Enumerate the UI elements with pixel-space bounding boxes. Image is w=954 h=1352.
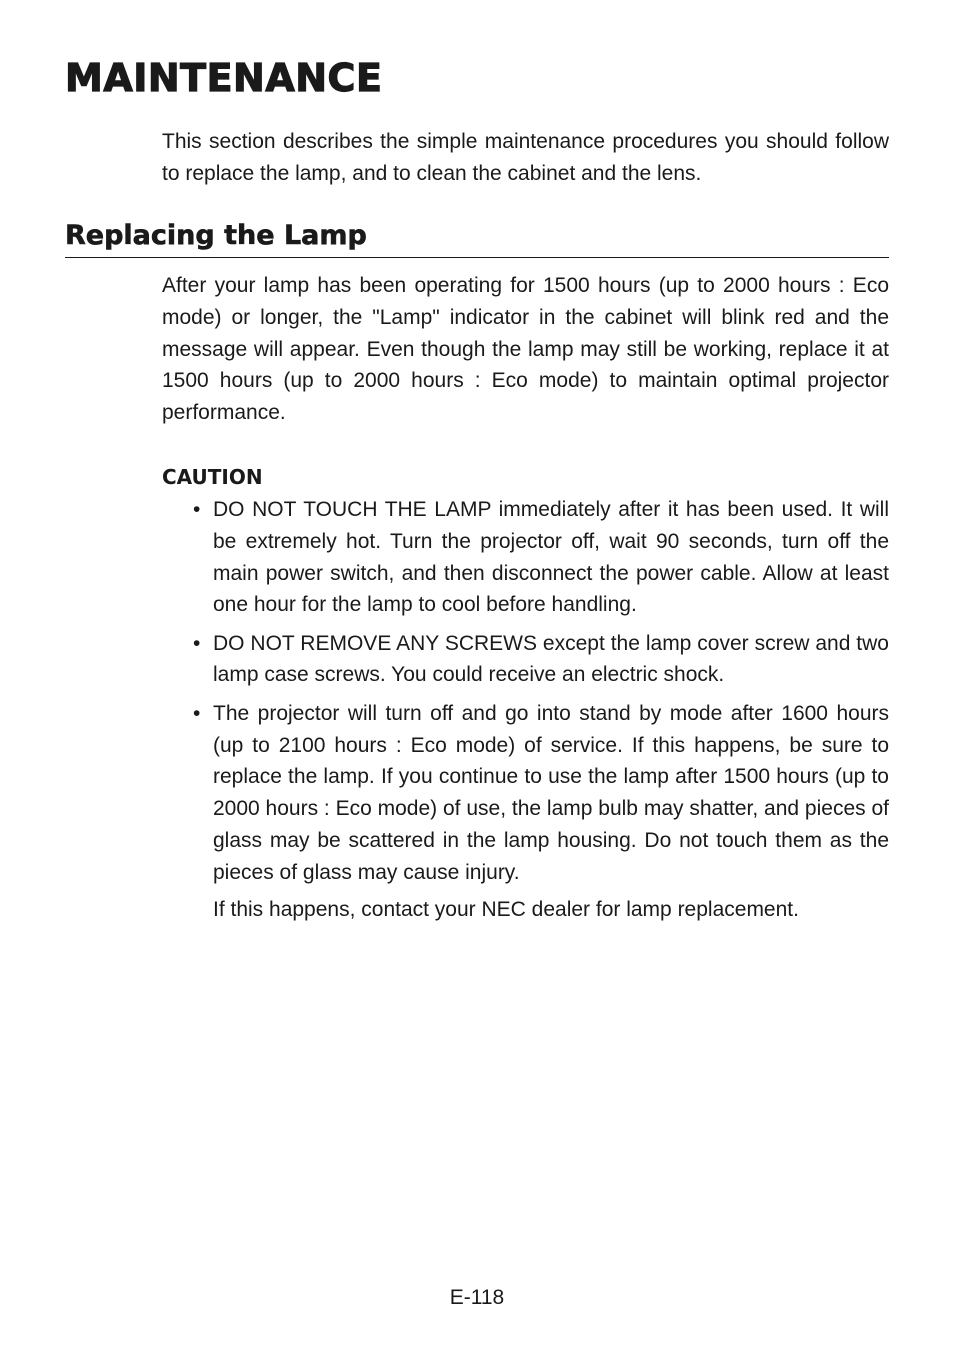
caution-item-text: DO NOT TOUCH THE LAMP immediately after it has been used. It will be extremely hot. Turn the projector off, wait 90 seconds, turn off the main power switch, and then disconnect the power cable. Allow at least one hour for the lamp to cool before handling. <box>213 498 889 617</box>
bullet-icon: • <box>193 631 201 655</box>
caution-item-text: The projector will turn off and go into stand by mode after 1600 hours (up to 2100 hours : Eco mode) of service. If this happens, be sure to replace the lamp. If you continue to use the lamp after 1500 hours (up to 2000 hours : Eco mode) of use, the lamp bulb may shatter, and pieces of glass may be scattered in the lamp housing. Do not touch them as the pieces of glass may cause injury. <box>213 701 889 884</box>
caution-list <box>191 494 889 895</box>
caution-follow-up: If this happens, contact your NEC dealer for lamp replacement. <box>213 898 799 921</box>
page-number: E-118 <box>449 1286 505 1309</box>
caution-item <box>191 494 889 621</box>
intro-paragraph: This section describes the simple maintenance procedures you should follow to replace the lamp, and to clean the cabinet and the lens. <box>162 130 889 185</box>
caution-label: CAUTION <box>162 465 263 489</box>
bullet-icon: • <box>193 498 201 521</box>
caution-item <box>191 628 889 692</box>
bullet-icon: • <box>193 701 201 725</box>
page-title: MAINTENANCE <box>65 56 383 100</box>
caution-item <box>191 698 889 889</box>
lamp-replacement-paragraph: After your lamp has been operating for 1500 hours (up to 2000 hours : Eco mode) or longer, the "Lamp" indicator in the cabinet will blink red and the message will appear. Even though the lamp may still be working, replace it at 1500 hours (up to 2000 hours : Eco mode) to maintain optimal projector performance. <box>162 274 889 425</box>
caution-item-text: DO NOT REMOVE ANY SCREWS except the lamp cover screw and two lamp case screws. You could receive an electric shock. <box>213 631 889 687</box>
section-heading: Replacing the Lamp <box>65 220 889 258</box>
